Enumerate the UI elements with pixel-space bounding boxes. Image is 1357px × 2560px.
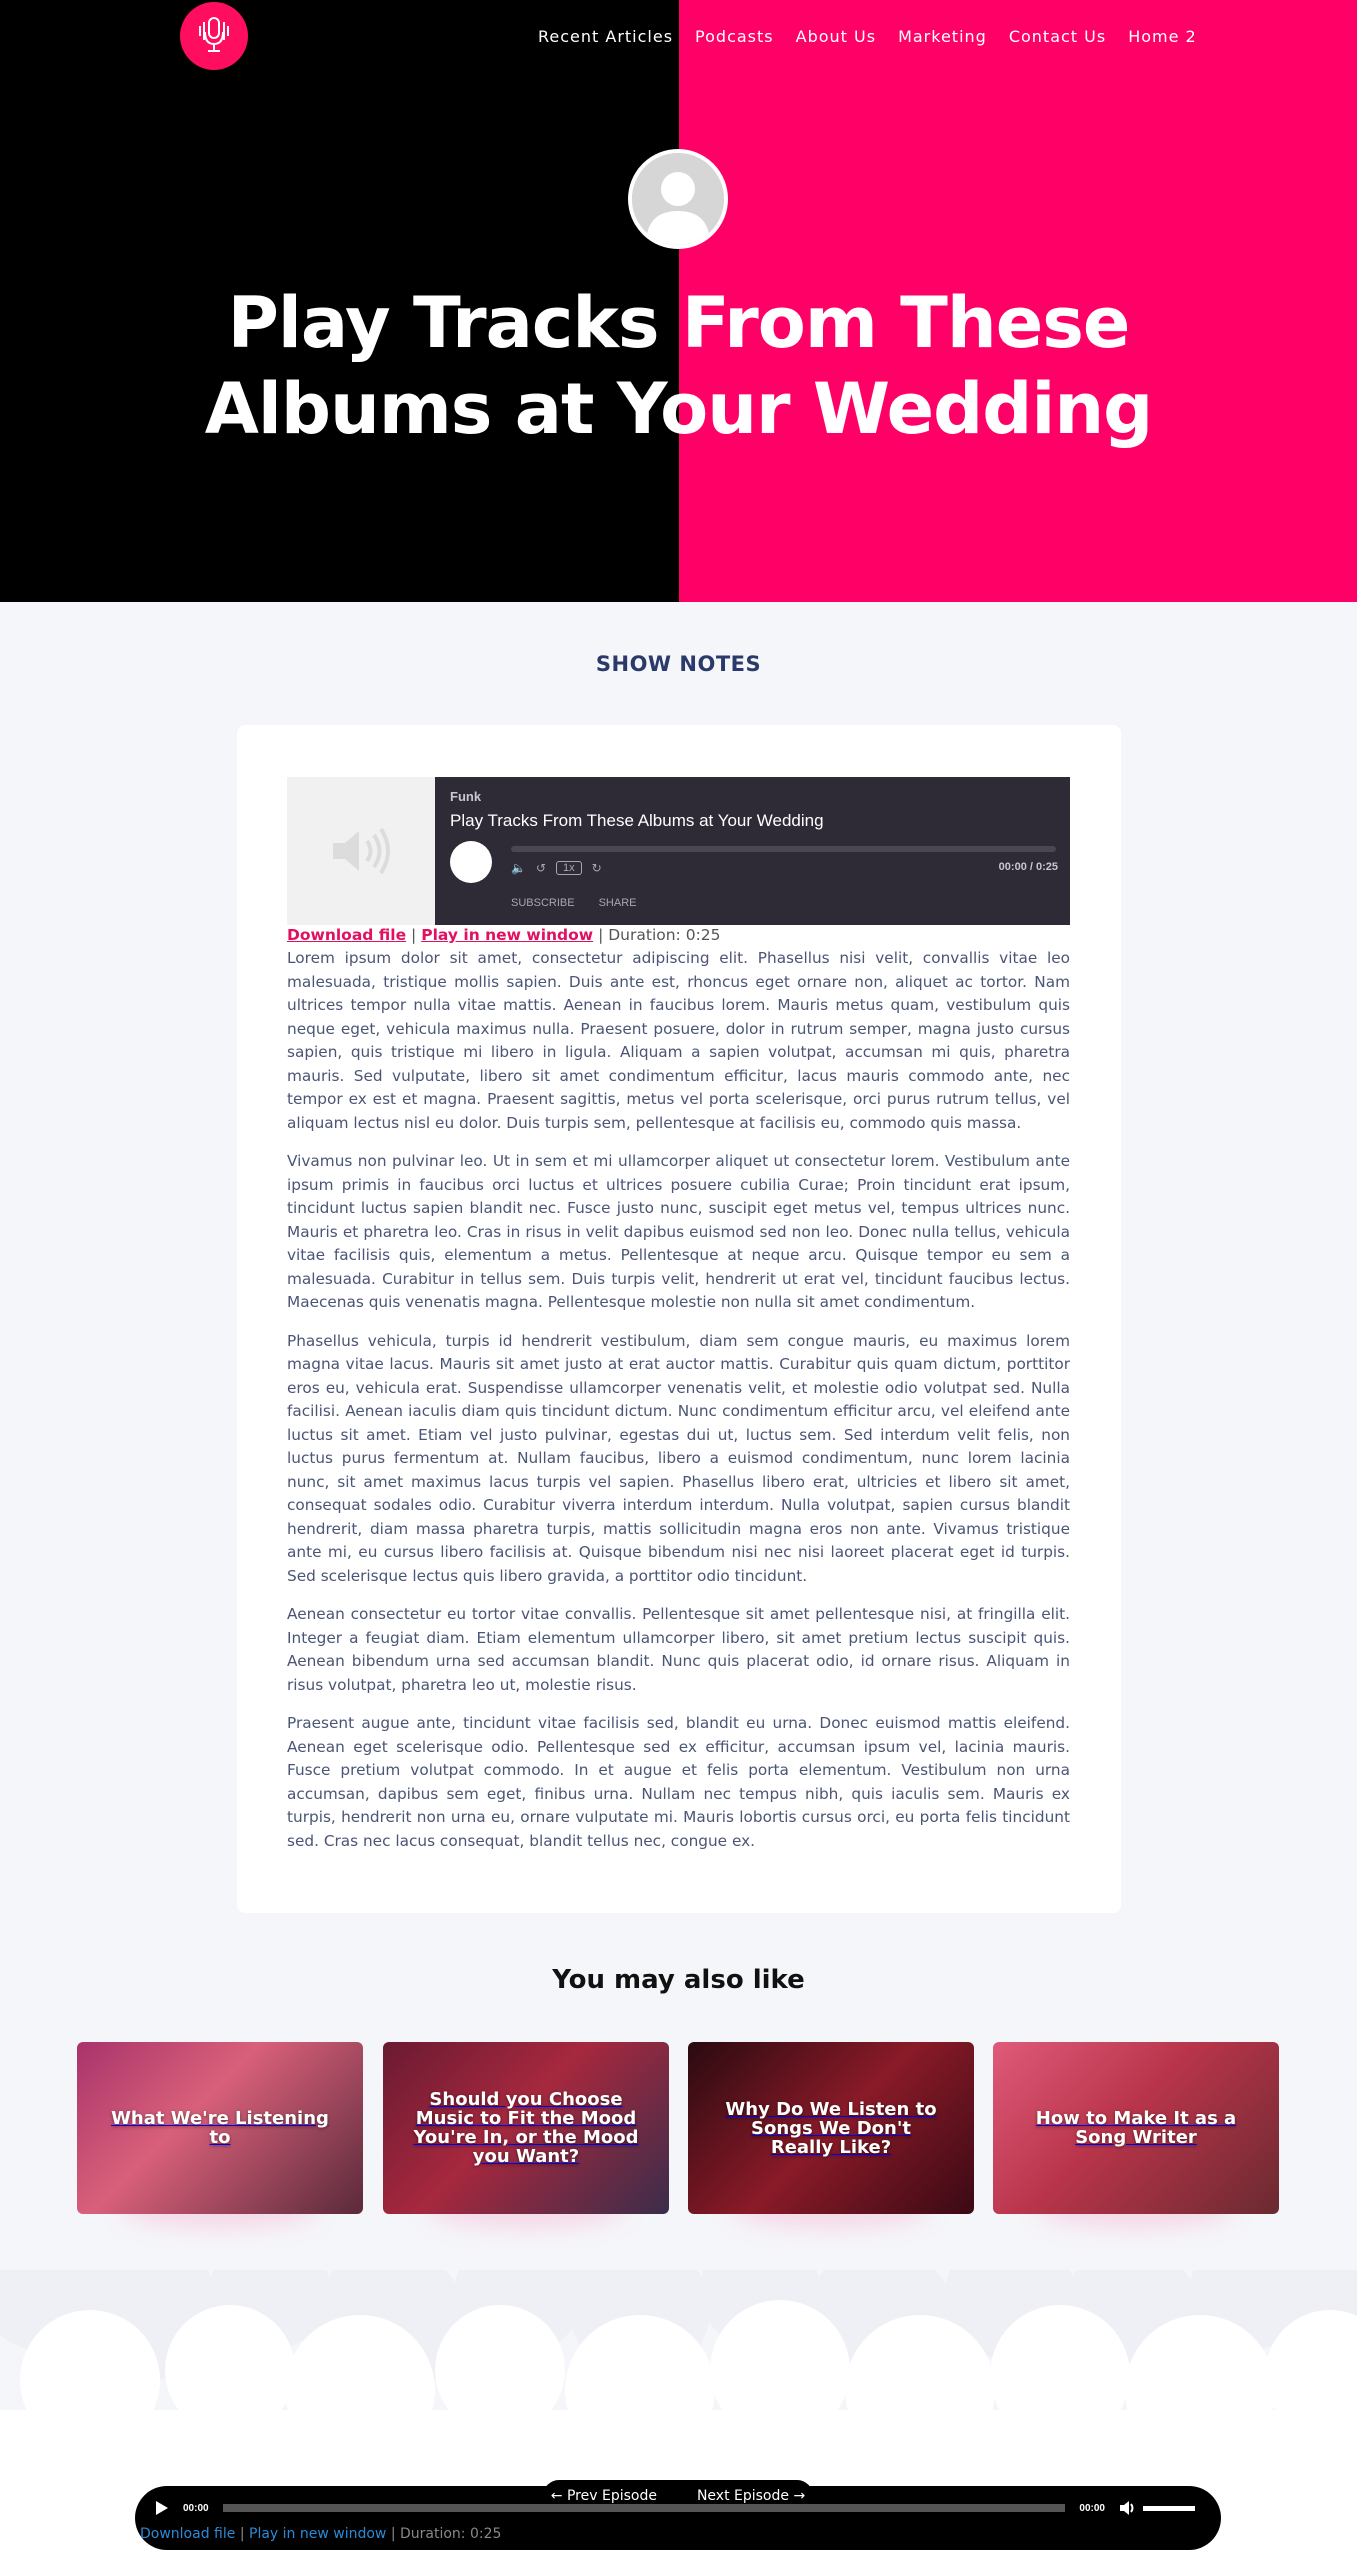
related-card[interactable] <box>993 2042 1279 2214</box>
microphone-icon <box>194 14 234 58</box>
related-card-title: Why Do We Listen to Songs We Don't Really Like? <box>725 2098 937 2158</box>
paragraph: Vivamus non pulvinar leo. Ut in sem et mi ullamcorper aliquet ut consectetur lorem. Vestibulum ante ipsum primis in faucibus orci luctus et ultrices posuere cubilia Curae; Proin tincidunt erat ipsum, tincidunt luctus sapien blandit nec. Fusce justo nunc, suscipit eget metus vel, tempus ultrices nunc. Mauris et pharetra leo. Cras in risus in velit dapibus euismod sed non leo. Donec nulla tellus, vehicula vitae facilisis quis, elementum a metus. Pellentesque at neque arcu. Quisque tempor eu sem a malesuada. Curabitur in tellus sem. Duis turpis velit, hendrerit ut erat vel, tincidunt faucibus lectus. Maecenas quis venenatis magna. Pellentesque molestie non nulla sit amet condimentum. <box>287 1152 1070 1311</box>
related-card[interactable] <box>77 2042 363 2214</box>
show-notes-card <box>237 725 1121 1913</box>
player-links <box>511 897 636 909</box>
separator: | <box>411 926 417 944</box>
player-episode-title: Play Tracks From These Albums at Your Wedding <box>450 811 824 830</box>
prev-episode-button[interactable]: ← Prev Episode <box>550 2488 657 2504</box>
current-time: 00:00 <box>183 2502 209 2514</box>
player-progress-bar[interactable] <box>511 846 1056 852</box>
download-file-link[interactable]: Download file <box>287 926 407 944</box>
play-icon[interactable] <box>155 2500 169 2516</box>
download-file-link[interactable]: Download file <box>140 2526 236 2542</box>
player-time: 00:00 / 0:25 <box>998 861 1058 873</box>
duration-text: Duration: 0:25 <box>400 2526 502 2542</box>
nav-item-podcasts[interactable]: Podcasts <box>695 27 774 46</box>
page-title-line-2: Albums at Your Wedding <box>204 368 1153 450</box>
nav-item-contact-us[interactable]: Contact Us <box>1008 27 1107 46</box>
speaker-icon <box>329 825 393 877</box>
sticky-player-controls <box>155 2496 1195 2520</box>
nav-item-about-us[interactable]: About Us <box>795 27 877 46</box>
paragraph: Praesent augue ante, tincidunt vitae facilisis sed, blandit eu urna. Donec euismod mattis eleifend. Aenean eget scelerisque odio. Pellentesque sed ex efficitur, accumsan ipsum vel, lacinia mauris. Fusce pretium volutpat commodo. In et augue et felis porta elementum. Vestibulum non urna accumsan, dapibus sem eget, finibus urna. Nullam nec tempus nibh, quis iaculis sem. Mauris ex turpis, hendrerit non urna eu, ornare vulputate mi. Mauris lobortis cursus orci, eu porta felis tincidunt sed. Cras nec lacus consequat, blandit tellus nec, congue ex. <box>287 1714 1070 1850</box>
volume-slider[interactable] <box>1143 2506 1195 2511</box>
page-title-line-1: Play Tracks From These <box>227 282 1130 364</box>
rewind-icon[interactable]: ↺ <box>535 861 547 875</box>
separator: | <box>598 926 604 944</box>
next-episode-button[interactable]: Next Episode → <box>696 2488 806 2504</box>
separator: | <box>239 2526 245 2542</box>
fast-forward-icon[interactable]: ↻ <box>591 861 602 875</box>
duration-text: Duration: 0:25 <box>608 926 721 944</box>
play-button[interactable] <box>450 841 492 883</box>
page-title <box>0 280 1357 452</box>
related-card[interactable] <box>383 2042 669 2214</box>
player-artwork <box>287 777 435 925</box>
play-new-window-link[interactable]: Play in new window <box>421 926 594 944</box>
download-line <box>287 926 721 944</box>
sticky-progress-bar[interactable] <box>223 2504 1066 2512</box>
show-notes-heading: SHOW NOTES <box>595 652 762 676</box>
nav-item-home-2[interactable]: Home 2 <box>1128 27 1197 46</box>
paragraph: Lorem ipsum dolor sit amet, consectetur adipiscing elit. Phasellus nisi velit, convallis vitae leo malesuada, tristique mollis sapien. Duis ante est, rhoncus eget ornare non, aliquet ac tortor. Nam ultrices tempor nulla vitae mattis. Aenean in faucibus lorem. Mauris metus quam, vestibulum quis neque eget, vehicula maximus nulla. Praesent posuere, dolor in rutrum semper, magna justo cursus sapien, quis tristique mi libero in ligula. Aliquam a sapien volutpat, accumsan mi quis, pharetra mauris. Sed vulputate, libero sit amet condimentum efficitur, lacus mauris commodo ante, nec tempor ex est et magna. Praesent sagittis, metus vel porta scelerisque, orci purus rutrum tellus, vel aliquam lectus nisl eu dolor. Duis turpis sem, pellentesque at facilisis eu, commodo quis massa. <box>287 949 1070 1132</box>
nav-item-recent-articles[interactable]: Recent Articles <box>538 27 674 46</box>
player-body <box>435 777 1070 925</box>
related-card-title: What We're Listening to <box>111 2108 329 2148</box>
podcast-player <box>287 777 1070 925</box>
author-avatar <box>628 149 728 249</box>
paragraph: Phasellus vehicula, turpis id hendrerit vestibulum, diam sem congue mauris, eu maximus lorem magna vitae lacus. Mauris sit amet justo at erat auctor mattis. Curabitur quis quam dictum, porttitor eros eu, vehicula erat. Suspendisse ullamcorper venenatis velit, et molestie odio volutpat sed. Nulla facilisi. Aenean iaculis diam quis tincidunt dictum. Nunc condimentum efficitur arcu, vel eleifend ante luctus sit amet. Etiam vel justo pulvinar, egestas dui ut, luctus sem. Sed interdum velit felis, non luctus purus fermentum at. Nullam faucibus, libero a euismod condimentum, nunc lorem lacinia nunc, sit amet maximus lacus turpis vel sapien. Phasellus libero erat, ultricies et libero sit amet, consequat sodales odio. Curabitur viverra interdum interdum. Nulla volutpat, sapien cursus blandit hendrerit, diam massa pharetra turpis, mattis sollicitudin magna eros non ante. Vivamus tristique ante mi, eu cursus libero facilisis at. Quisque bibendum nisi nec nisi laoreet placerat eget id turpis. Sed scelerisque lectus quis libero gravida, a porttitor odio tincidunt. <box>287 1331 1070 1585</box>
player-controls <box>511 861 602 875</box>
related-card-title: Should you Choose Music to Fit the Mood You're In, or the Mood you Want? <box>413 2089 639 2167</box>
related-posts <box>77 2042 1280 2214</box>
sticky-player-links <box>140 2526 501 2542</box>
total-time: 00:00 <box>1079 2502 1105 2514</box>
nav-item-marketing[interactable]: Marketing <box>898 27 987 46</box>
mute-icon[interactable]: 🔈 <box>511 861 526 875</box>
playback-rate-button[interactable]: 1x <box>556 861 582 875</box>
main-nav <box>538 27 1219 46</box>
play-new-window-link[interactable]: Play in new window <box>249 2526 387 2542</box>
separator: | <box>390 2526 396 2542</box>
site-logo[interactable] <box>180 2 248 70</box>
related-card-title: How to Make It as a Song Writer <box>1035 2108 1237 2148</box>
share-button[interactable]: SHARE <box>598 897 637 909</box>
subscribe-button[interactable]: SUBSCRIBE <box>511 897 575 909</box>
volume-icon[interactable] <box>1119 2500 1137 2516</box>
show-notes-body <box>287 947 1070 1868</box>
user-silhouette-icon <box>632 153 724 245</box>
related-heading: You may also like <box>552 1965 805 1995</box>
player-genre: Funk <box>450 789 482 804</box>
hero <box>0 0 1357 602</box>
paragraph: Aenean consectetur eu tortor vitae convallis. Pellentesque sit amet pellentesque nisi, at fringilla elit. Integer a feugiat diam. Etiam elementum ullamcorper libero, sit amet pretium lectus suscipit quis. Aenean bibendum urna sed accumsan blandit. Nunc quis placerat odio, id ornare risus. Aliquam in risus volutpat, pharetra leo ut, molestie risus. <box>287 1605 1070 1694</box>
related-card[interactable] <box>688 2042 974 2214</box>
